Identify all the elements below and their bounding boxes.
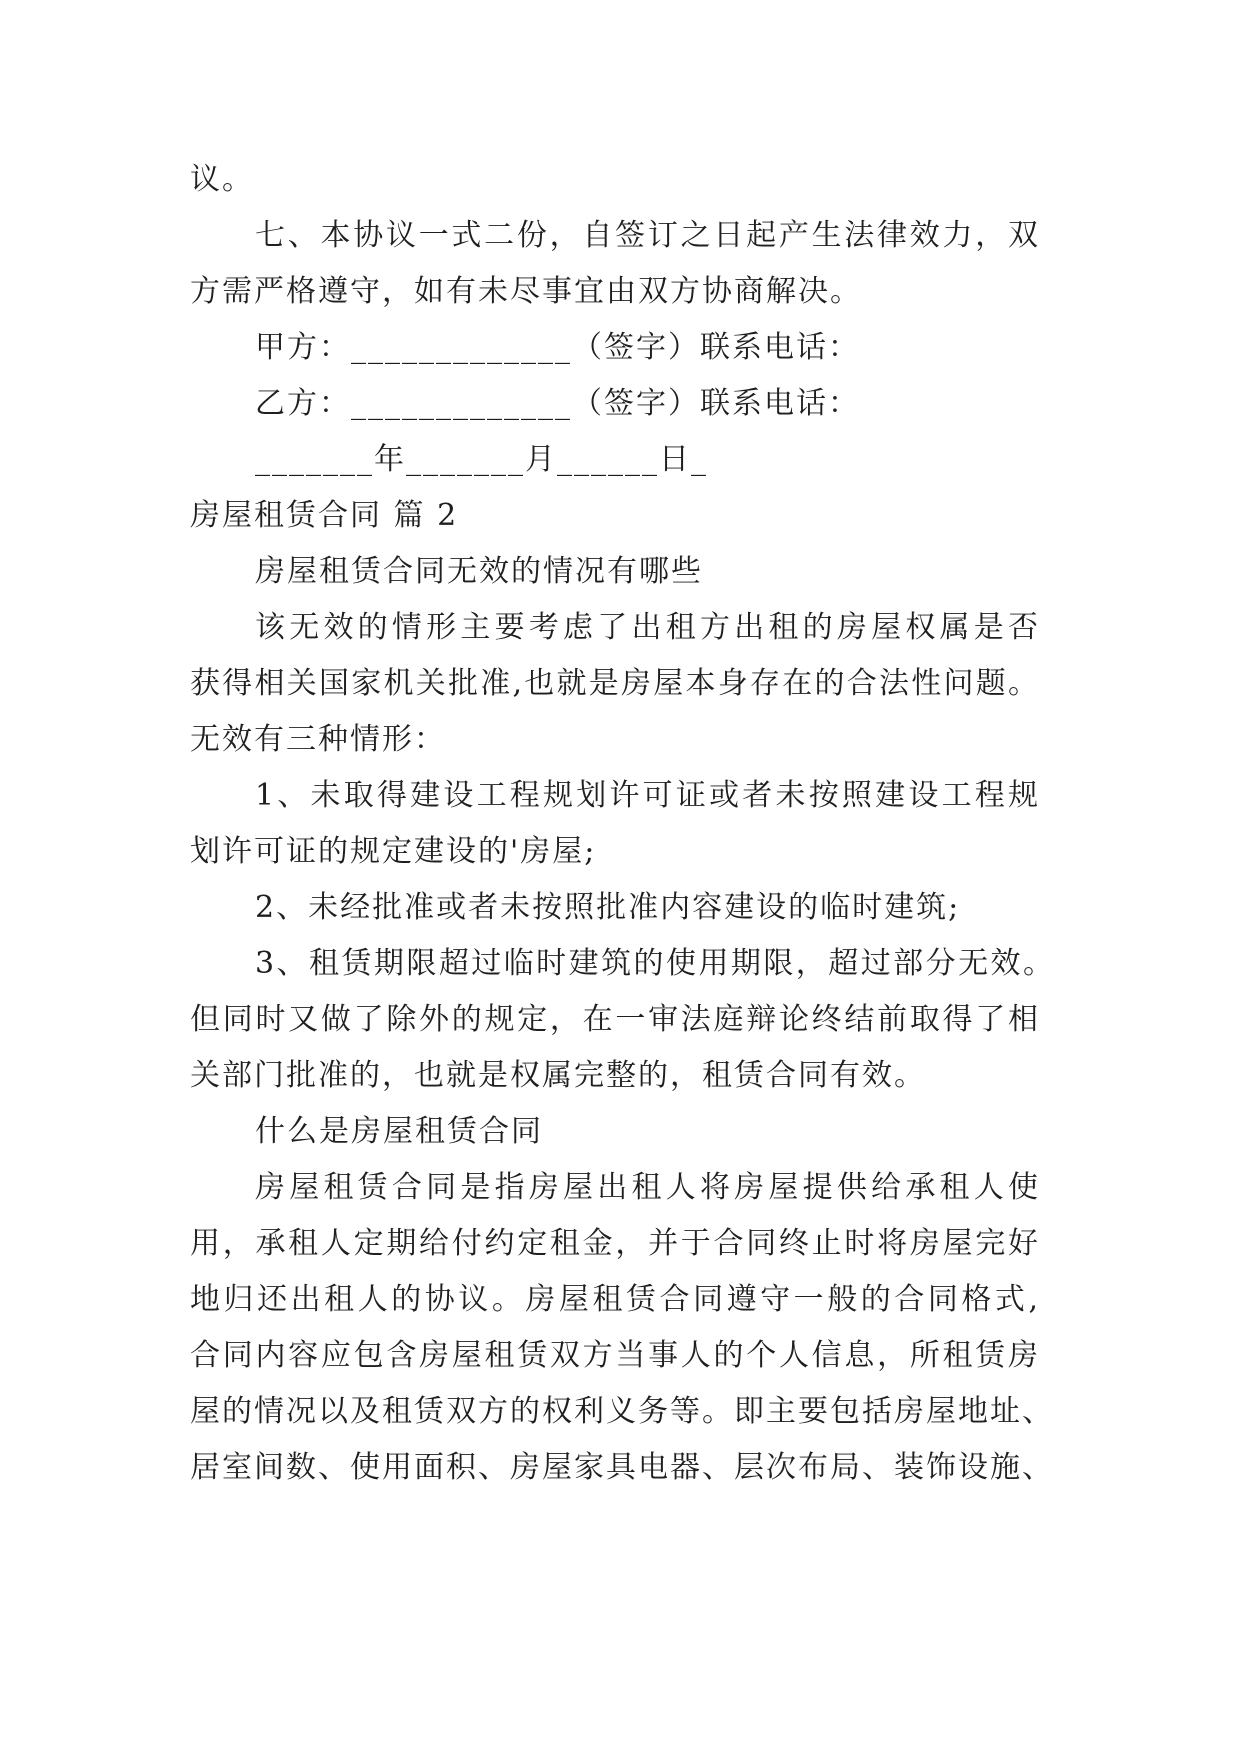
list-item-1: 1、未取得建设工程规划许可证或者未按照建设工程规 <box>255 778 1040 813</box>
text-line-20: 用，承租人定期给付约定租金，并于合同终止时将房屋完好 <box>190 1226 1040 1261</box>
text-line-1: 议。 <box>190 162 254 197</box>
subheading-what-is: 什么是房屋租赁合同 <box>255 1114 543 1149</box>
list-item-3: 3、租赁期限超过临时建筑的使用期限，超过部分无效。 <box>255 946 1055 981</box>
list-item-1-cont: 划许可证的规定建设的'房屋; <box>190 834 597 869</box>
text-line-2: 七、本协议一式二份，自签订之日起产生法律效力，双 <box>255 218 1040 253</box>
text-line-9: 该无效的情形主要考虑了出租方出租的房屋权属是否 <box>255 610 1040 645</box>
text-line-21: 地归还出租人的协议。房屋租赁合同遵守一般的合同格式, <box>190 1282 1040 1317</box>
text-line-10: 获得相关国家机关批准,也就是房屋本身存在的合法性问题。 <box>190 666 1040 701</box>
text-line-24: 居室间数、使用面积、房屋家具电器、层次布局、装饰设施、 <box>190 1450 1054 1485</box>
text-line-23: 屋的情况以及租赁双方的权利义务等。即主要包括房屋地址、 <box>190 1394 1054 1429</box>
text-line-19: 房屋租赁合同是指房屋出租人将房屋提供给承租人使 <box>255 1170 1040 1205</box>
text-line-3: 方需严格遵守，如有未尽事宜由双方协商解决。 <box>190 274 862 309</box>
text-line-22: 合同内容应包含房屋租赁双方当事人的个人信息，所租赁房 <box>190 1338 1040 1373</box>
date-line: _______年_______月______日_ <box>255 442 708 477</box>
text-line-16: 但同时又做了除外的规定，在一审法庭辩论终结前取得了相 <box>190 1002 1040 1037</box>
subheading-invalid-cases: 房屋租赁合同无效的情况有哪些 <box>255 554 703 589</box>
text-line-11: 无效有三种情形： <box>190 722 446 757</box>
list-item-2: 2、未经批准或者未按照批准内容建设的临时建筑; <box>255 890 961 925</box>
text-line-17: 关部门批准的，也就是权属完整的，租赁合同有效。 <box>190 1058 926 1093</box>
signature-line-party-b: 乙方：_____________（签字）联系电话： <box>255 386 860 421</box>
signature-line-party-a: 甲方：_____________（签字）联系电话： <box>255 330 860 365</box>
section-heading: 房屋租赁合同 篇 2 <box>190 498 459 533</box>
